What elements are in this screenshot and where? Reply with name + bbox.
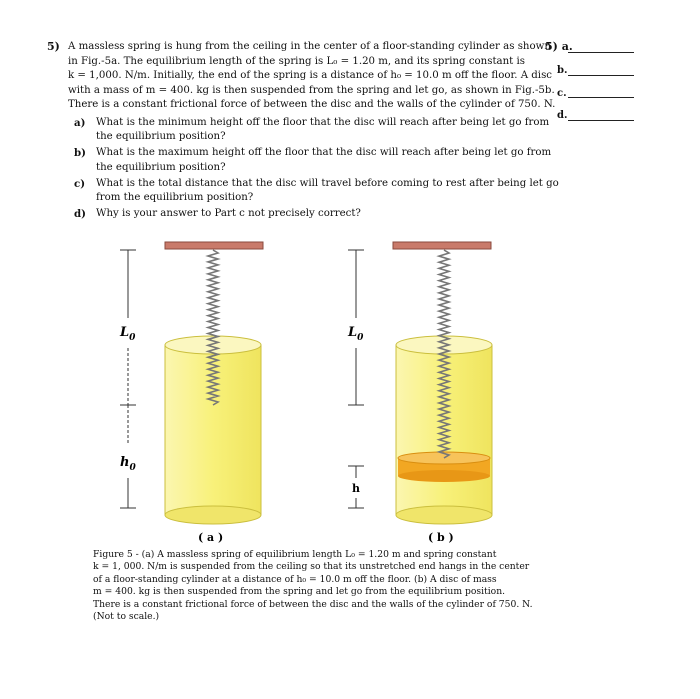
caption-line: (Not to scale.) [93,611,160,623]
cylinder-a-bottom [165,506,261,524]
label-L0-a: $L_0$ [120,325,136,343]
label-L0-b: $L_0$ [348,325,364,343]
part-label: b) [74,147,86,160]
stem-line: A massless spring is hung from the ceiling in the center of a floor-standing cylinder as shown [68,41,551,52]
part-text: What is the total distance that the disc will travel before coming to rest after being let go [96,177,559,189]
caption-line: of a floor-standing cylinder at a distance of h₀ = 10.0 m off the floor. (b) A disc of mass [93,573,497,585]
ceiling-bar-a [165,242,263,249]
cylinder-b-bottom [396,506,492,524]
sublabel-a: ( a ) [198,531,224,544]
disc-bottom [398,470,490,482]
label-h: h [352,482,360,495]
answer-label-d: d. [557,110,568,121]
label-h0: $h_0$ [120,455,136,473]
stem-line: k = 1,000. N/m. Initially, the end of the spring is a distance of h₀ = 10.0 m off the floor. A disc [68,70,553,82]
stem-line: There is a constant frictional force of between the disc and the walls of the cylinder of 750. N. [68,99,556,111]
caption-line: k = 1, 000. N/m is suspended from the ceiling so that its unstretched end hangs in the center [93,561,530,573]
part-text: the equilibrium position? [96,131,226,143]
part-label: c) [74,177,86,190]
part-text: from the equilibrium position? [96,192,254,204]
part-label: a) [74,117,86,129]
part-text: What is the maximum height off the floor that the disc will reach after being let go from [96,147,552,159]
caption-line: m = 400. kg is then suspended from the spring and let go from the equilibrium position. [93,586,506,598]
figure-caption [93,549,533,623]
part-text: What is the minimum height off the floor that the disc will reach after being let go from [96,117,550,128]
answer-heading: 5) a. [545,40,573,53]
question-number: 5) [47,40,60,53]
stem-line: in Fig.-5a. The equilibrium length of the spring is L₀ = 1.20 m, and its spring constant is [68,55,525,67]
caption-line: There is a constant frictional force of between the disc and the walls of the cylinder of 750. N. [93,598,533,610]
stem-line: with a mass of m = 400. kg is then suspended from the spring and let go, as shown in Fig.-5b. [68,84,555,96]
answer-label-c: c. [557,88,567,99]
ceiling-bar-b [393,242,491,249]
sublabel-b: ( b ) [428,531,454,544]
caption-line: Figure 5 - (a) A massless spring of equilibrium length L₀ = 1.20 m and spring constant [93,549,497,560]
answer-label-b: b. [557,65,568,76]
part-text: the equilibrium position? [96,161,226,173]
part-text: Why is your answer to Part c not precisely correct? [96,208,361,220]
cylinder-b-top [396,336,492,354]
part-label: d) [74,208,86,221]
